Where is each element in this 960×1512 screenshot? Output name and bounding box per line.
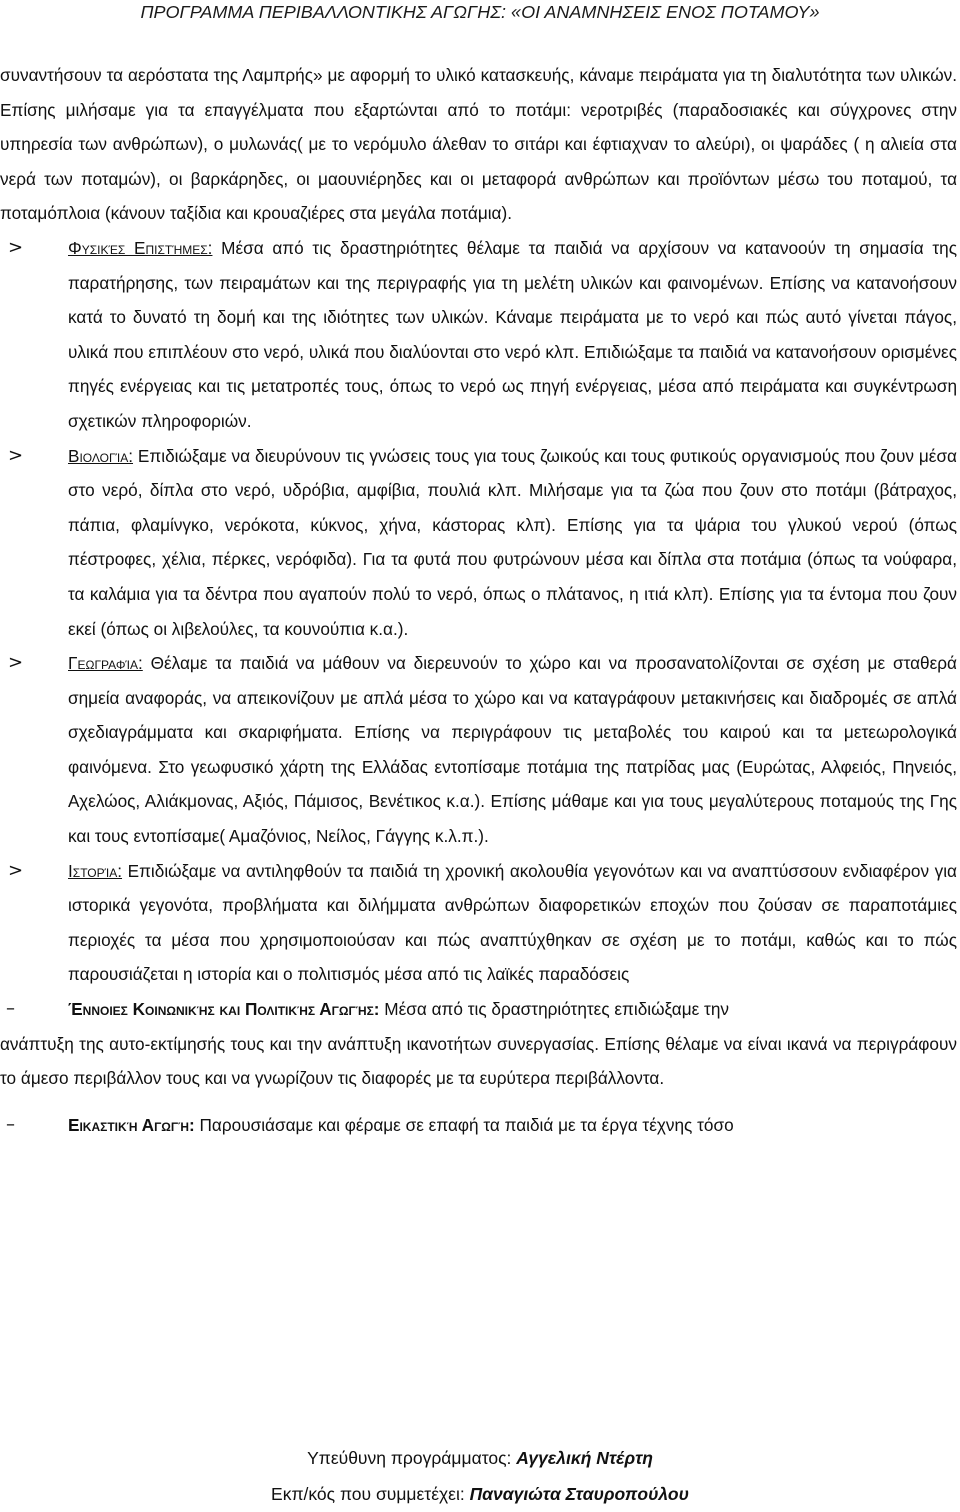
footer-teacher — [0, 1476, 960, 1512]
bullet-text: Θέλαμε τα παιδιά να μάθουν να διερευνούν το χώρο και να προσανατολίζονται σε σχέση με σταθερά σημεία αναφοράς, να απεικονίζουν με απλά μέσα το χώρο και να καταγράφουν μετακινήσεις και διαδρομές σε απλά σχεδιαγράμματα και σκαριφήματα. Επίσης να περιγράφουν τις μεταβολές του καιρού και τα μετεωρολογικά φαινόμενα. Στο γεωφυσικό χάρτη της Ελλάδας εντοπίσαμε ποτάμια της πατρίδας μας (Ευρώτας, Αλφειός, Πηνειός, Αχελώος, Αλιάκμονας, Αξιός, Πάμισος, Βενέτικος κ.α.). Επίσης μάθαμε και για τους μεγαλύτερους ποταμούς της Γης και τους εντοπίσαμε( Αμαζόνιος, Νείλος, Γάγγης κ.λ.π.). — [68, 653, 957, 847]
dash-social-political — [0, 992, 960, 1027]
footer-label: Εκπ/κός που συμμετέχει: — [271, 1484, 470, 1504]
intro-paragraph: συναντήσουν τα αερόστατα της Λαμπρής» με αφορμή το υλικό κατασκευής, κάναμε πειράματα για τη διαλυτότητα των υλικών. Επίσης μιλήσαμε για τα επαγγέλματα που εξαρτώνται από το ποτάμι: νεροτριβές (παραδοσιακές και σύγχρονες στην υπηρεσία των ανθρώπων), ο μυλωνάς( με το νερόμυλο άλεθαν το σιτάρι και έφτιαχναν το αλεύρι), οι ψαράδες ( η αλιεία στα νερά των ποταμών), οι βαρκάρηδες, οι μαουνιέρηδες και οι μεταφορά ανθρώπων και προϊόντων μέσω του ποταμού, τα ποταμόπλοια (κάνουν ταξίδια και κρουαζιέρες στα μεγάλα ποτάμια). — [0, 65, 957, 224]
page-footer — [0, 1440, 960, 1512]
dash-icon: – — [6, 1113, 15, 1135]
dash-term: Εικαστική Αγωγή: — [68, 1114, 195, 1135]
bullet-physical-sciences — [0, 231, 960, 439]
teacher-name: Παναγιώτα Σταυροπούλου — [469, 1484, 689, 1504]
bullet-geography — [0, 646, 960, 854]
program-title: ΠΡΟΓΡΑΜΜΑ ΠΕΡΙΒΑΛΛΟΝΤΙΚΗΣ ΑΓΩΓΗΣ: «ΟΙ ΑΝΑΜΝΗΣΕΙΣ ΕΝΟΣ ΠΟΤΑΜΟΥ» — [140, 2, 820, 22]
bullet-arrow-icon: > — [8, 444, 24, 466]
dash-art-education — [0, 1108, 960, 1143]
dash-term: Έννοιες Κοινωνικής και Πολιτικής Αγωγής: — [68, 999, 380, 1020]
bullet-biology — [0, 439, 960, 647]
bullet-arrow-icon: > — [8, 236, 24, 258]
bullet-arrow-icon: > — [8, 652, 24, 674]
footer-label: Υπεύθυνη προγράμματος: — [307, 1448, 517, 1468]
dash-first-line: Μέσα από τις δραστηριότητες επιδιώξαμε την — [379, 999, 729, 1020]
bullet-arrow-icon: > — [8, 859, 24, 881]
dash-first-line: Παρουσιάσαμε και φέραμε σε επαφή τα παιδιά με τα έργα τέχνης τόσο — [194, 1114, 734, 1135]
bullet-term: Γεωγραφία: — [68, 653, 143, 674]
bullet-term: Φυσικές Επιστήμες: — [68, 237, 213, 258]
bullet-text: Μέσα από τις δραστηριότητες θέλαμε τα παιδιά να αρχίσουν να κατανοούν τη σημασία της παρατήρησης, των πειραμάτων και της περιγραφής για τη μελέτη υλικών και φαινομένων. Επίσης να κατανοήσουν κατά το δυνατό τη δομή και της ιδιότητες των υλικών. Κάναμε πειράματα με το νερό και πώς αυτό γίνεται πάγος, υλικά που επιπλέουν στο νερό, υλικά που διαλύονται στο νερό κλπ. Επιδιώξαμε τα παιδιά να κατανοήσουν ορισμένες πηγές ενέργειας και τις μετατροπές τους, όπως το νερό ως πηγή ενέργειας, μέσα από πειράματα και συγκέντρωση σχετικών πληροφοριών. — [68, 237, 957, 431]
page-header — [0, 0, 960, 28]
spacer — [0, 1096, 960, 1108]
bullet-term: Ιστορία: — [68, 860, 123, 881]
bullet-text: Επιδιώξαμε να αντιληφθούν τα παιδιά τη χρονική ακολουθία γεγονότων και να αναπτύσσουν ενδιαφέρον για ιστορικά γεγονότα, προβλήματα και διλήμματα ανθρώπων διαφορετικών εποχών που ζούσαν σε παραποτάμιες περιοχές τα μέσα που χρησιμοποιούσαν και πώς αναπτύχθηκαν σε σχέση με το ποτάμι, καθώς και το πώς παρουσιάζεται η ιστορία και ο πολιτισμός μέσα από τις λαϊκές παραδόσεις — [68, 860, 957, 985]
bullet-history — [0, 854, 960, 992]
bullet-term: Βιολογία: — [68, 445, 134, 466]
dash-icon: – — [6, 998, 15, 1020]
dash-continuation: ανάπτυξη της αυτο-εκτίμησής τους και την ανάπτυξη ικανοτήτων συνεργασίας. Επίσης θέλαμε να είναι ικανά να περιγράφουν το άμεσο περιβάλλον τους και να γνωρίζουν τις διαφορές με τα ευρύτερα περιβάλλοντα. — [0, 1033, 957, 1089]
footer-coordinator — [0, 1440, 960, 1476]
bullet-text: Επιδιώξαμε να διευρύνουν τις γνώσεις τους για τους ζωικούς και τους φυτικούς οργανισμούς που ζουν μέσα στο νερό, δίπλα στο νερό, υδρόβια, αμφίβια, πουλιά κλπ. Μιλήσαμε για τα ζώα που ζουν στο ποτάμι (βάτραχος, πάπια, φλαμίνγκο, νερόκοτα, κύκνος, χήνα, κάστορας κλπ). Επίσης για τα ψάρια του γλυκού νερού (όπως πέστροφες, χέλια, πέρκες, νερόφιδα). Για τα φυτά που φυτρώνουν μέσα και δίπλα στα ποτάμια (όπως τα νούφαρα, τα καλάμια για τα δέντρα που αγαπούν πολύ το νερό, όπως ο πλάτανος, η ιτιά κλπ). Επίσης για τα έντομα που ζουν εκεί (όπως οι λιβελούλες, τα κουνούπια κ.α.). — [68, 445, 957, 639]
coordinator-name: Αγγελική Ντέρτη — [516, 1448, 653, 1468]
document-body — [0, 58, 960, 1142]
